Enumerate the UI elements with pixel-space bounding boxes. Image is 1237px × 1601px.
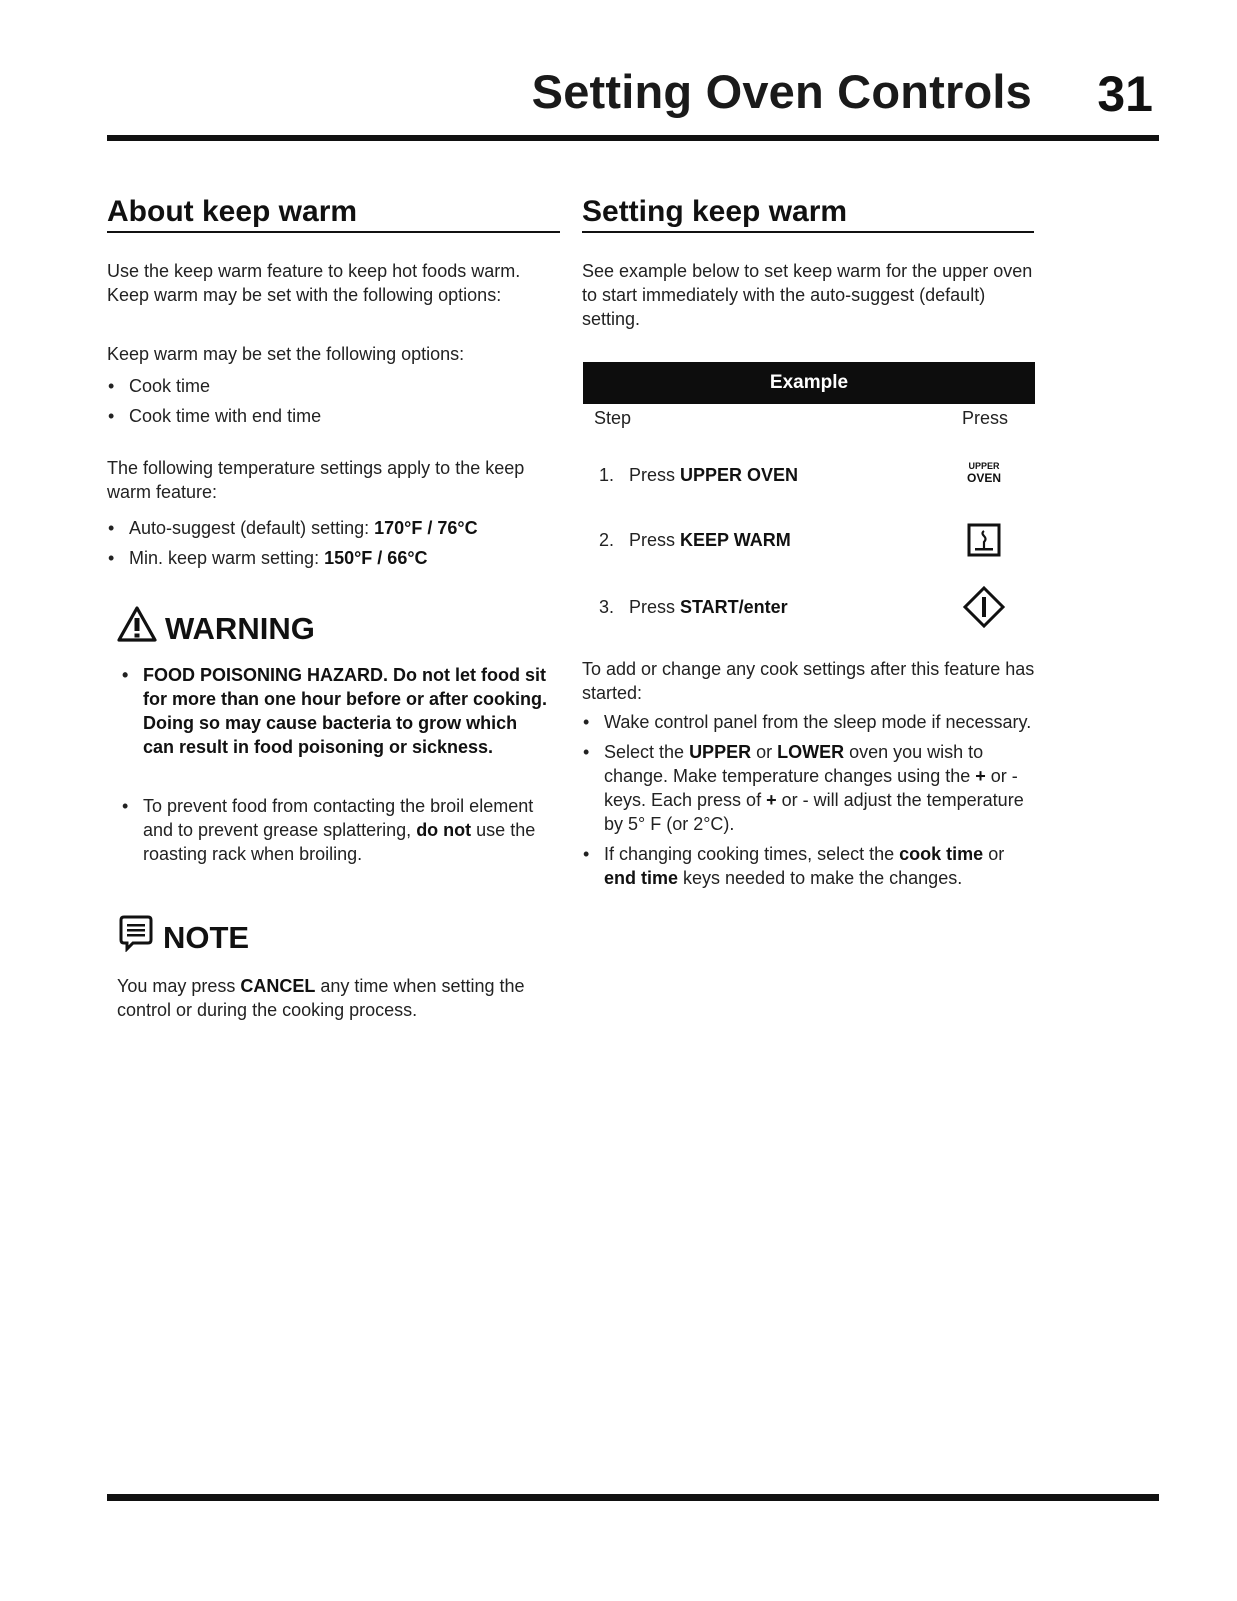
start-enter-key-icon — [963, 586, 1005, 633]
warning-triangle-icon — [117, 606, 157, 652]
temps-list — [107, 513, 547, 573]
temp-intro: The following temperature settings apply to the keep warm feature: — [107, 458, 525, 502]
options-list — [107, 371, 547, 431]
footer-rule — [107, 1494, 1159, 1501]
about-intro: Use the keep warm feature to keep hot foods warm. Keep warm may be set with the following options: — [107, 261, 521, 305]
list-item: • Cook time with end time — [107, 401, 547, 431]
warning-list — [121, 663, 551, 759]
list-item: • If changing cooking times, select the cook time or end time keys needed to make the changes. — [582, 842, 1037, 890]
about-keep-warm-heading: About keep warm — [107, 195, 358, 228]
example-step-2: 2. Press KEEP WARM — [599, 530, 791, 550]
list-item: • Min. keep warm setting: 150°F / 66°C — [107, 543, 547, 573]
page-number: 31 — [1097, 66, 1153, 122]
press-column-header: Press — [962, 408, 1009, 428]
header-rule — [107, 135, 1159, 141]
setting-keep-warm-heading: Setting keep warm — [582, 195, 848, 228]
change-settings-list — [582, 710, 1037, 890]
example-step-3: 3. Press START/enter — [599, 597, 788, 617]
left-heading-rule — [107, 231, 560, 233]
example-header: Example — [583, 362, 1035, 404]
keep-warm-key-icon — [967, 523, 1001, 562]
note-heading: NOTE — [117, 914, 249, 962]
upper-oven-key-icon: UPPER OVEN — [966, 461, 1001, 485]
list-item: • To prevent food from contacting the broil element and to prevent grease splattering, do not use the roasting rack when broiling. — [121, 794, 551, 866]
list-item: • FOOD POISONING HAZARD. Do not let food sit for more than one hour before or after cooking. Doing so may cause bacteria to grow which can result in food poisoning or sickness. — [121, 663, 551, 759]
step-column-header: Step — [594, 408, 632, 428]
list-item: • Cook time — [107, 371, 547, 401]
warning-heading: WARNING — [117, 606, 315, 652]
list-item: • Select the UPPER or LOWER oven you wish to change. Make temperature changes using the + or - keys. Each press of + or - will adjust the temperature by 5° F (or 2°C). — [582, 740, 1037, 836]
after-intro: To add or change any cook settings after this feature has started: — [582, 659, 1035, 703]
note-icon — [117, 914, 155, 962]
list-item: • Auto-suggest (default) setting: 170°F / 76°C — [107, 513, 547, 543]
right-heading-rule — [582, 231, 1034, 233]
warning-list-2 — [121, 794, 551, 866]
setting-intro: See example below to set keep warm for the upper oven to start immediately with the auto-suggest (default) setting. — [582, 261, 1033, 329]
list-item: • Wake control panel from the sleep mode if necessary. — [582, 710, 1037, 734]
page-header-title: Setting Oven Controls — [531, 65, 1032, 118]
note-text: You may press CANCEL any time when setting the control or during the cooking process. — [117, 976, 525, 1020]
options-intro: Keep warm may be set the following options: — [107, 344, 465, 364]
example-step-1: 1. Press UPPER OVEN — [599, 465, 799, 485]
